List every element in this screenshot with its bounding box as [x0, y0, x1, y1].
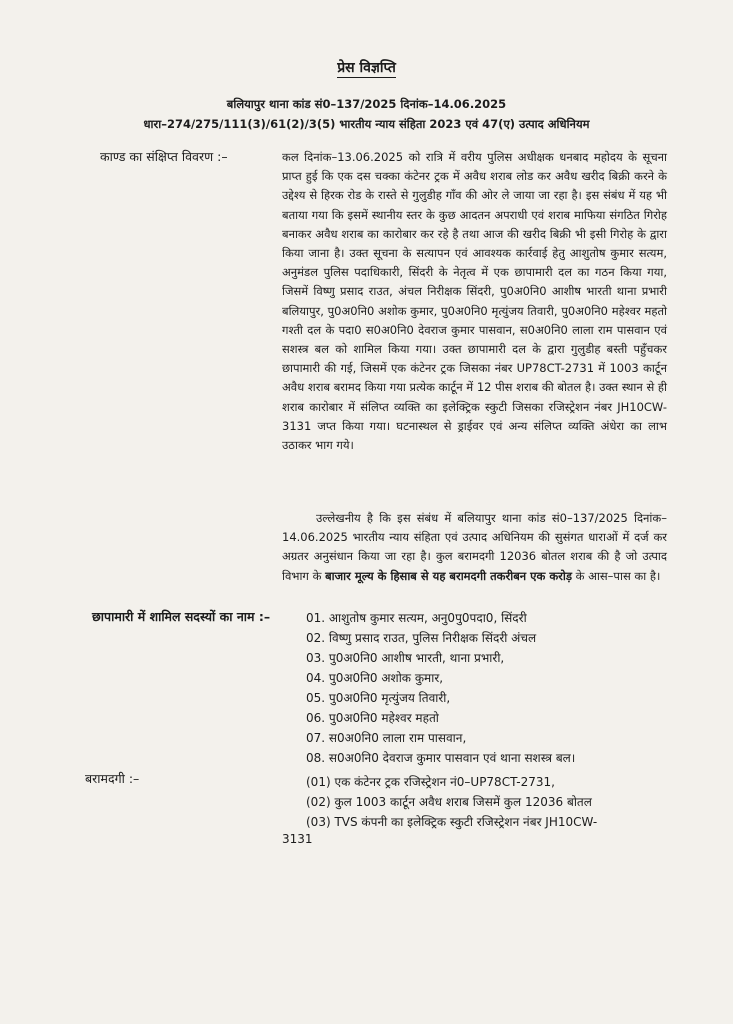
list-item: 04. पु0अ0नि0 अशोक कुमार,: [306, 671, 444, 685]
list-item: 05. पु0अ0नि0 मृत्युंजय तिवारी,: [306, 691, 451, 705]
list-item: 07. स0अ0नि0 लाला राम पासवान,: [306, 731, 467, 745]
list-item: 01. आशुतोष कुमार सत्यम, अनु0पु0पदा0, सिंदरी: [306, 611, 527, 625]
list-item: (02) कुल 1003 कार्टून अवैध शराब जिसमें कुल 12036 बोतल: [306, 795, 592, 809]
list-item: (03) TVS कंपनी का इलेक्ट्रिक स्कुटी रजिस्ट्रेशन नंबर JH10CW-: [306, 815, 598, 829]
legal-sections-line: धारा–274/275/111(3)/61(2)/3(5) भारतीय न्याय संहिता 2023 एवं 47(ए) उत्पाद अधिनियम: [143, 117, 590, 131]
recovery-list: [306, 772, 671, 832]
raid-members-list: [306, 608, 686, 768]
market-value-highlight: बाजार मूल्य के हिसाब से यह बरामदगी तकरीबन एक करोड़: [325, 568, 573, 583]
list-item: (01) एक कंटेनर ट्रक रजिस्ट्रेशन नं0–UP78CT-2731,: [306, 775, 555, 789]
raid-members-label: छापामारी में शामिल सदस्यों का नाम :–: [92, 609, 271, 624]
list-item: 03. पु0अ0नि0 आशीष भारती, थाना प्रभारी,: [306, 651, 505, 665]
paragraph-2-text-start: उल्लेखनीय है कि इस संबंध में बलियापुर थाना कांड सं0–137/2025 दिनांक–14.06.2025 भारतीय न्याय संहिता एवं उत्पाद अधिनियम की सुसंगत धाराओं में दर्ज कर अग्रतर अनुसंधान किया जा रहा है। कुल बरामदगी 12036 बोतल शराब की है जो उत्पाद विभाग के: [282, 511, 667, 583]
list-item: 08. स0अ0नि0 देवराज कुमार पासवान एवं थाना सशस्त्र बल।: [306, 751, 576, 765]
list-item: 02. विष्णु प्रसाद राउत, पुलिस निरीक्षक सिंदरी अंचल: [306, 631, 537, 645]
summary-label: काण्ड का संक्षिप्त विवरण :–: [100, 149, 228, 164]
recovery-label: बरामदगी :–: [85, 771, 140, 786]
summary-paragraph-2: [282, 509, 667, 586]
list-item: 06. पु0अ0नि0 महेश्वर महतो: [306, 711, 439, 725]
recovery-item-3-continuation: 3131: [282, 832, 313, 846]
summary-paragraph-1: कल दिनांक–13.06.2025 को रात्रि में वरीय पुलिस अधीक्षक धनबाद महोदय के सूचना प्राप्त हुई कि एक दस चक्का कंटेनर ट्रक में अवैध शराब लोड कर अवैध खरीद बिक्री करने के उद्देश्य से हिरक रोड के रास्ते से गुलुडीह गाँव की ओर ले जाया जा रहा है। इस संबंध में यह भी बताया गया कि इसमें स्थानीय स्तर के कुछ आदतन अपराधी एवं शराब माफिया संगठित गिरोह बनाकर अवैध शराब का कारोबार कर रहे है तथा आज की खरीद बिक्री भी इसी गिरोह के द्वारा किया जाना है। उक्त सूचना के सत्यापन एवं आवश्यक कार्रवाई हेतु आशुतोष कुमार सत्यम, अनुमंडल पुलिस पदाधिकारी, सिंदरी के नेतृत्व में एक छापामारी दल का गठन किया गया, जिसमें विष्णु प्रसाद राउत, अंचल निरीक्षक सिंदरी, पु0अ0नि0 आशीष भारती थाना प्रभारी बलियापुर, पु0अ0नि0 अशोक कुमार, पु0अ0नि0 मृत्युंजय तिवारी, पु0अ0नि0 महेश्वर महतो गश्ती दल के पदा0 स0अ0नि0 देवराज कुमार पासवान, स0अ0नि0 लाला राम पासवान एवं सशस्त्र बल को शामिल किया गया। उक्त छापामारी दल के द्वारा गुलुडीह बस्ती पहुँचकर छापामारी की गई, जिसमें एक कंटेनर ट्रक जिसका नंबर UP78CT-2731 में 1003 कार्टून अवैध शराब बरामद किया गया प्रत्येक कार्टून में 12 पीस शराब की बोतल है। उक्त स्थान से ही शराब कारोबार में संलिप्त व्यक्ति का इलेक्ट्रिक स्कुटी जिसका रजिस्ट्रेशन नंबर JH10CW-3131 जप्त किया गया। घटनास्थल से ड्राईवर एवं अन्य संलिप्त व्यक्ति अंधेरा का लाभ उठाकर भाग गये।: [282, 150, 667, 453]
paragraph-2-text-end: के आस–पास का है।: [572, 568, 661, 583]
case-number-line: बलियापुर थाना कांड सं0–137/2025 दिनांक–14.06.2025: [226, 97, 507, 111]
page-title: प्रेस विज्ञप्ति: [337, 60, 396, 76]
